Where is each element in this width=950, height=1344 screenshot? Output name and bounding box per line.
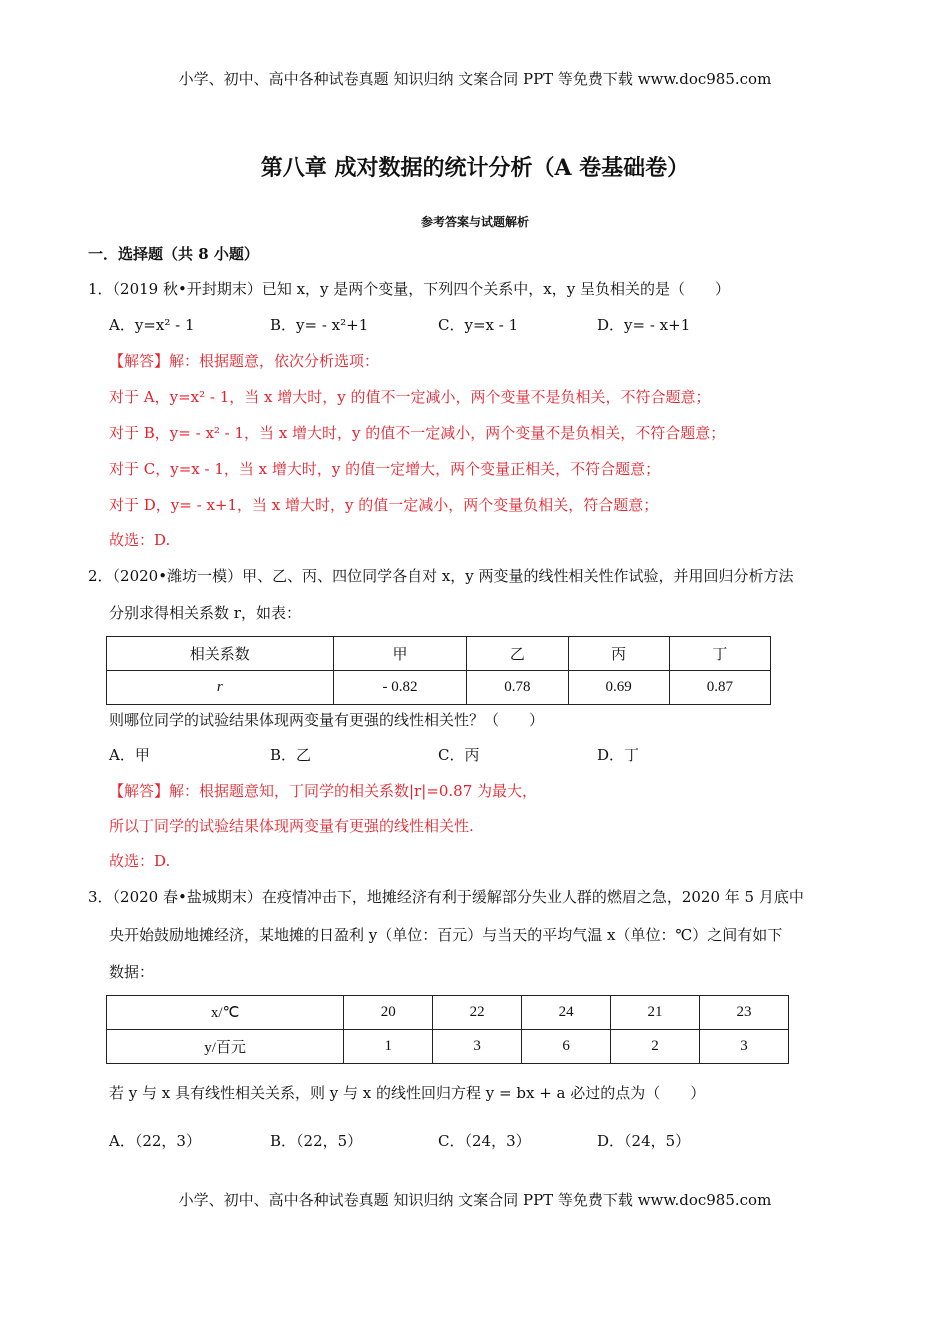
q2-option-c: C．丙 [438, 746, 480, 764]
q2-question: 则哪位同学的试验结果体现两变量有更强的线性相关性？（ ） [109, 711, 545, 729]
table-row [107, 996, 789, 1030]
q1-answer-line: 故选：D. [109, 531, 171, 549]
temperature-profit-table [106, 995, 789, 1064]
q1-option-b: B．y= - x²+1 [270, 316, 369, 334]
table-cell: 23 [699, 996, 788, 1030]
table-cell: 24 [522, 996, 611, 1030]
q3-option-c: C．（24，3） [438, 1132, 531, 1150]
q3-option-b: B．（22，5） [270, 1132, 363, 1150]
table-cell: r [107, 671, 334, 705]
q3-option-d: D．（24，5） [597, 1132, 691, 1150]
table-row [107, 671, 771, 705]
table-cell: 2 [611, 1030, 700, 1064]
document-title: 第八章 成对数据的统计分析（A 卷基础卷） [260, 155, 690, 181]
page-footer: 小学、初中、高中各种试卷真题 知识归纳 文案合同 PPT 等免费下载 www.doc985.com [178, 1191, 772, 1209]
correlation-table [106, 636, 771, 705]
q3-option-a: A．（22，3） [109, 1132, 201, 1150]
table-cell: 20 [344, 996, 433, 1030]
q2-option-a: A．甲 [109, 746, 150, 764]
q2-answer-line: 所以丁同学的试验结果体现两变量有更强的线性相关性. [109, 817, 474, 835]
q1-option-d: D．y= - x+1 [597, 316, 691, 334]
table-cell: 3 [699, 1030, 788, 1064]
table-cell: 0.69 [568, 671, 669, 705]
table-row [107, 637, 771, 671]
table-cell: 22 [433, 996, 522, 1030]
q2-answer-line: 故选：D. [109, 852, 171, 870]
table-cell: 1 [344, 1030, 433, 1064]
table-cell: x/℃ [107, 996, 344, 1030]
table-cell: 6 [522, 1030, 611, 1064]
question-3-stem-cont: 央开始鼓励地摊经济，某地摊的日盈利 y（单位：百元）与当天的平均气温 x（单位：℃）之间有如下 [109, 926, 783, 944]
table-cell: 3 [433, 1030, 522, 1064]
document-subtitle: 参考答案与试题解析 [420, 215, 529, 229]
table-cell: 乙 [467, 637, 568, 671]
q1-option-a: A．y=x² - 1 [109, 316, 195, 334]
q1-answer-line: 【解答】解：根据题意，依次分析选项： [109, 352, 380, 370]
table-cell: 21 [611, 996, 700, 1030]
q1-answer-line: 对于 D，y= - x+1，当 x 增大时，y 的值一定减小，两个变量负相关，符合题意； [109, 496, 659, 514]
table-cell: 甲 [333, 637, 467, 671]
table-cell: y/百元 [107, 1030, 344, 1064]
table-cell: - 0.82 [333, 671, 467, 705]
table-row [107, 1030, 789, 1064]
table-cell: 0.78 [467, 671, 568, 705]
section-heading: 一．选择题（共 8 小题） [88, 245, 259, 263]
q2-option-b: B．乙 [270, 746, 312, 764]
q2-option-d: D．丁 [597, 746, 640, 764]
question-2-stem-cont: 分别求得相关系数 r，如表： [109, 604, 301, 622]
question-3-stem-cont: 数据： [109, 963, 155, 981]
q1-option-c: C．y=x - 1 [438, 316, 519, 334]
q1-answer-line: 对于 C，y=x - 1，当 x 增大时，y 的值一定增大，两个变量正相关，不符合题意； [109, 460, 661, 478]
question-2-stem: 2．（2020•潍坊一模）甲、乙、丙、四位同学各自对 x，y 两变量的线性相关性作试验，并用回归分析方法 [88, 567, 794, 585]
question-3-stem: 3．（2020 春•盐城期末）在疫情冲击下，地摊经济有利于缓解部分失业人群的燃眉之急，2020 年 5 月底中 [88, 888, 804, 906]
page-header: 小学、初中、高中各种试卷真题 知识归纳 文案合同 PPT 等免费下载 www.doc985.com [178, 70, 772, 88]
question-1-stem: 1．（2019 秋•开封期末）已知 x，y 是两个变量，下列四个关系中，x，y 呈负相关的是（ ） [88, 280, 731, 298]
table-cell: 丙 [568, 637, 669, 671]
table-cell: 0.87 [669, 671, 770, 705]
q1-answer-line: 对于 A，y=x² - 1，当 x 增大时，y 的值不一定减小，两个变量不是负相关，不符合题意； [109, 388, 711, 406]
q1-answer-line: 对于 B，y= - x² - 1，当 x 增大时，y 的值不一定减小，两个变量不是负相关，不符合题意； [109, 424, 726, 442]
table-cell: 相关系数 [107, 637, 334, 671]
table-cell: 丁 [669, 637, 770, 671]
q2-answer-line: 【解答】解：根据题意知，丁同学的相关系数|r|=0.87 为最大， [109, 782, 538, 800]
q3-question: 若 y 与 x 具有线性相关关系，则 y 与 x 的线性回归方程 y = bx + a 必过的点为（ ） [109, 1084, 706, 1102]
